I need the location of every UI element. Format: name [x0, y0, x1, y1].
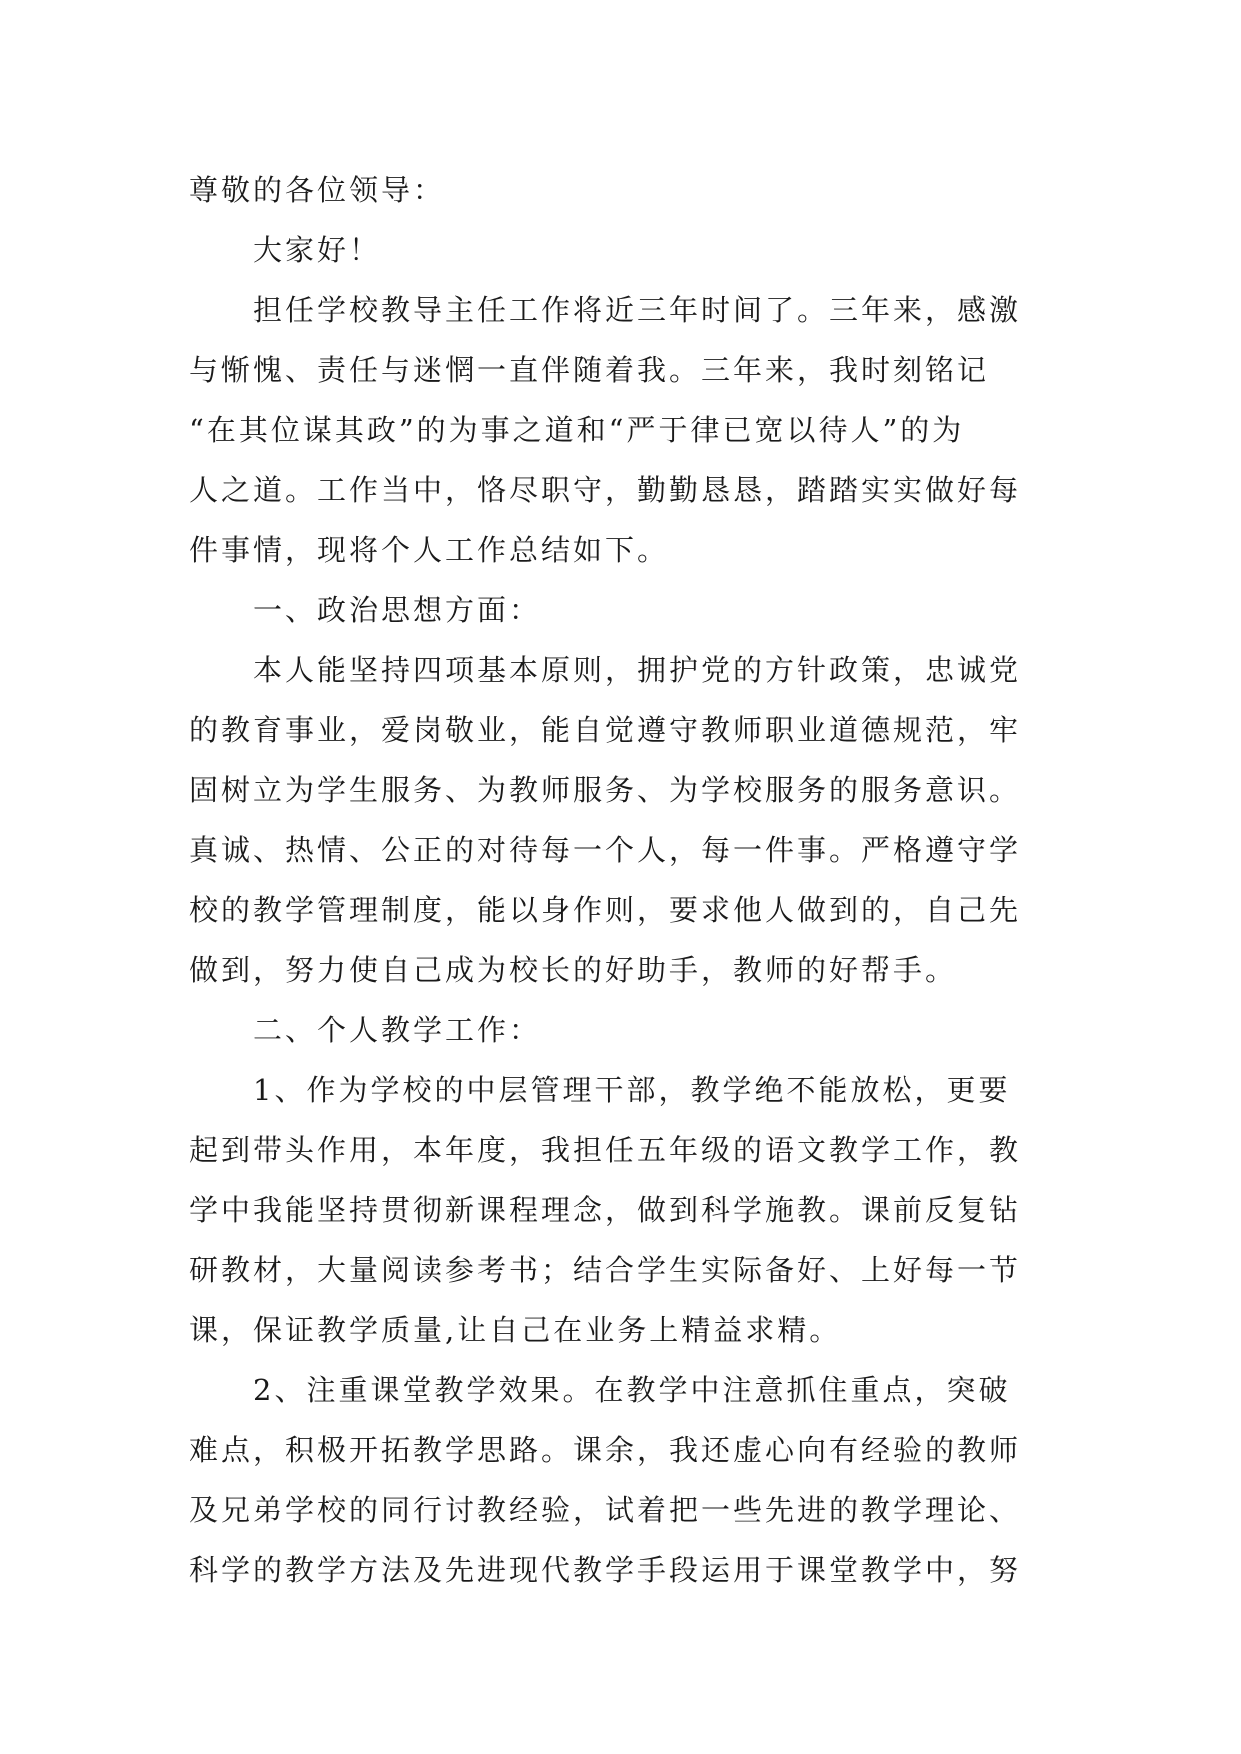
greeting: 大家好！ [253, 233, 382, 267]
paragraph-line: 人之道。工作当中，恪尽职守，勤勤恳恳，踏踏实实做好每 [189, 473, 1022, 507]
salutation: 尊敬的各位领导： [189, 173, 446, 207]
section-heading: 二、个人教学工作： [253, 1013, 542, 1047]
paragraph-line: 本人能坚持四项基本原则，拥护党的方针政策，忠诚党 [253, 653, 1022, 687]
paragraph-line: 起到带头作用，本年度，我担任五年级的语文教学工作，教 [189, 1133, 1022, 1167]
document-body [189, 160, 1069, 1600]
paragraph-line: 与惭愧、责任与迷惘一直伴随着我。三年来，我时刻铭记 [189, 353, 990, 387]
paragraph-line: 难点，积极开拓教学思路。课余，我还虚心向有经验的教师 [189, 1433, 1022, 1467]
paragraph-line: 校的教学管理制度，能以身作则，要求他人做到的，自己先 [189, 893, 1022, 927]
section-heading: 一、政治思想方面： [253, 593, 542, 627]
paragraph-line: 2、注重课堂教学效果。在教学中注意抓住重点，突破 [253, 1373, 1011, 1407]
paragraph-line: 1、作为学校的中层管理干部，教学绝不能放松，更要 [253, 1073, 1011, 1107]
paragraph-line: 研教材，大量阅读参考书；结合学生实际备好、上好每一节 [189, 1253, 1022, 1287]
paragraph-line: 真诚、热情、公正的对待每一个人，每一件事。严格遵守学 [189, 833, 1022, 867]
paragraph-line: 担任学校教导主任工作将近三年时间了。三年来，感激 [253, 293, 1022, 327]
paragraph-line: 的教育事业，爱岗敬业，能自觉遵守教师职业道德规范，牢 [189, 713, 1022, 747]
paragraph-line: 学中我能坚持贯彻新课程理念，做到科学施教。课前反复钻 [189, 1193, 1022, 1227]
paragraph-line: 固树立为学生服务、为教师服务、为学校服务的服务意识。 [189, 773, 1022, 807]
paragraph-line: 科学的教学方法及先进现代教学手段运用于课堂教学中，努 [189, 1553, 1022, 1587]
paragraph-line: 做到，努力使自己成为校长的好助手，教师的好帮手。 [189, 953, 958, 987]
paragraph-line: “在其位谋其政”的为事之道和“严于律已宽以待人”的为 [189, 413, 965, 447]
paragraph-line: 及兄弟学校的同行讨教经验，试着把一些先进的教学理论、 [189, 1493, 1022, 1527]
paragraph-line: 课，保证教学质量,让自己在业务上精益求精。 [189, 1313, 842, 1347]
paragraph-line: 件事情，现将个人工作总结如下。 [189, 533, 670, 567]
